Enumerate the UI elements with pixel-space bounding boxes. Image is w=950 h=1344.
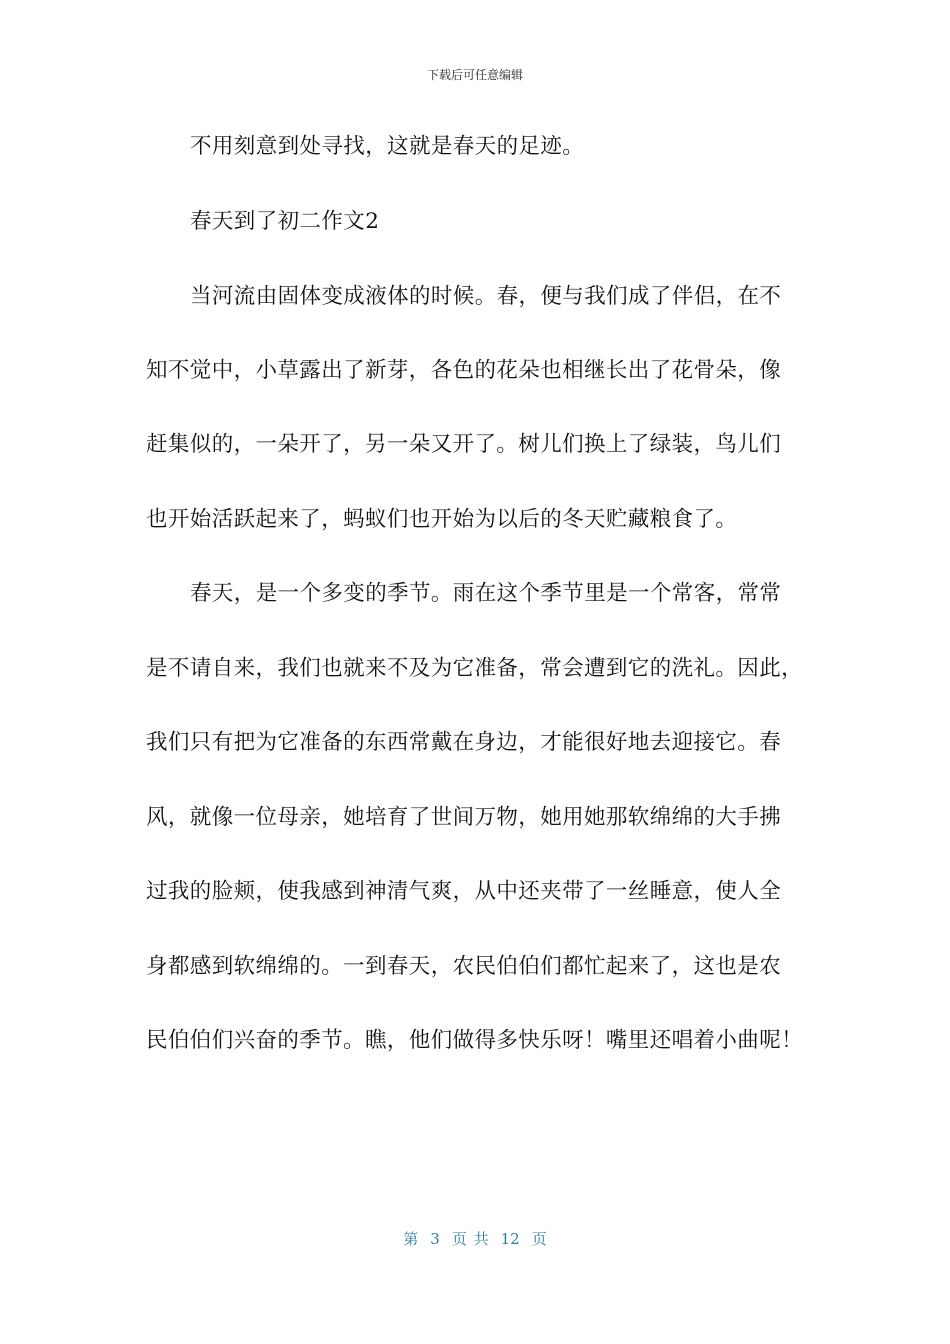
page-of-label: 页 共	[451, 1230, 489, 1248]
page-header-note: 下载后可任意编辑	[426, 68, 523, 82]
page-label: 第	[403, 1230, 419, 1248]
text-line-1: 不用刻意到处寻找，这就是春天的足迹。	[190, 134, 585, 159]
text-line-10: 风，就像一位母亲，她培育了世间万物，她用她那软绵绵的大手拂	[146, 805, 782, 830]
text-line-4: 知不觉中，小草露出了新芽，各色的花朵也相继长出了花骨朵，像	[146, 358, 782, 383]
text-line-11: 过我的脸颊，使我感到神清气爽，从中还夹带了一丝睡意，使人全	[146, 879, 782, 904]
text-line-7: 春天，是一个多变的季节。雨在这个季节里是一个常客，常常	[190, 581, 782, 606]
text-line-9: 我们只有把为它准备的东西常戴在身边，才能很好地去迎接它。春	[146, 730, 782, 755]
text-line-6: 也开始活跃起来了，蚂蚁们也开始为以后的冬天贮藏粮食了。	[146, 507, 738, 532]
text-line-8: 是不请自来，我们也就来不及为它准备，常会遭到它的洗礼。因此，	[146, 656, 804, 681]
text-line-3: 当河流由固体变成液体的时候。春，便与我们成了伴侣，在不	[190, 284, 782, 309]
page-suffix: 页	[531, 1230, 547, 1248]
page-current: 3	[430, 1230, 440, 1248]
text-line-5: 赶集似的，一朵开了，另一朵又开了。树儿们换上了绿装，鸟儿们	[146, 432, 782, 457]
page-total: 12	[500, 1230, 520, 1248]
text-line-12: 身都感到软绵绵的。一到春天，农民伯伯们都忙起来了，这也是农	[146, 954, 782, 979]
page-footer	[0, 1228, 950, 1249]
section-heading: 春天到了初二作文2	[190, 209, 380, 234]
text-line-13: 民伯伯们兴奋的季节。瞧，他们做得多快乐呀！嘴里还唱着小曲呢！	[146, 1028, 804, 1053]
